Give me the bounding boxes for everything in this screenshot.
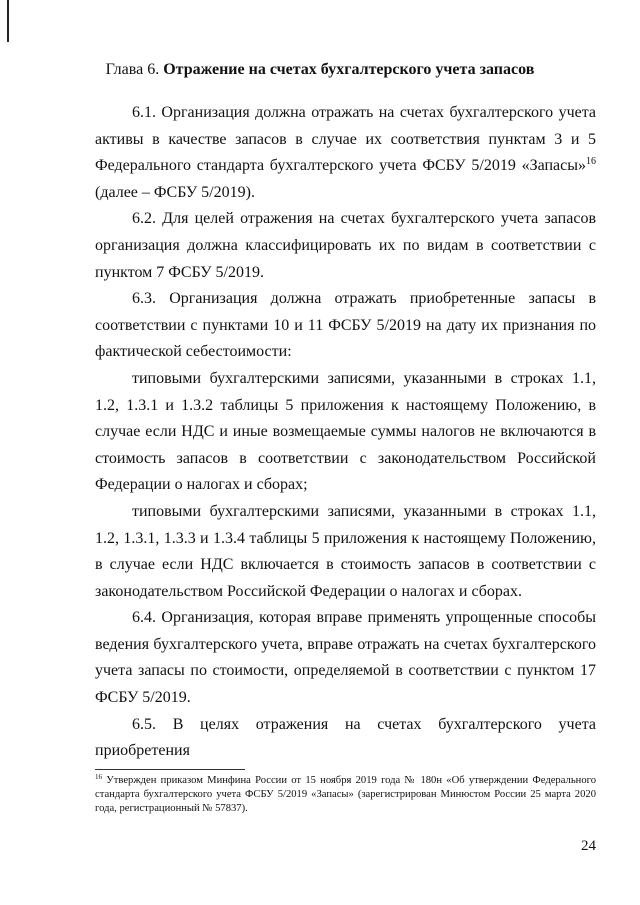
paragraph-6-3-item-2: типовыми бухгалтерскими записями, указанными в строках 1.1, 1.2, 1.3.1, 1.3.3 и 1.3.4 таблицы 5 приложения к настоящему Положению, в случае если НДС включается в стоимость запасов в соответствии с законодательством Российской Федерации о налогах и сборах. [95, 502, 596, 600]
paragraph-6-4: 6.4. Организация, которая вправе применять упрощенные способы ведения бухгалтерского учета, вправе отражать на счетах бухгалтерского учета запасы по стоимости, определяемой в соответствии с пунктом 17 ФСБУ 5/2019. [95, 609, 596, 707]
paragraph-6-3: 6.3. Организация должна отражать приобретенные запасы в соответствии с пунктами 10 и 11 ФСБУ 5/2019 на дату их признания по фактической себестоимости: [95, 290, 596, 361]
paragraph-6-5: 6.5. В целях отражения на счетах бухгалтерского учета приобретения [95, 715, 596, 760]
footnote [95, 774, 596, 817]
footnote-number: 16 [95, 773, 102, 781]
paragraph-6-1-text: 6.1. Организация должна отражать на счетах бухгалтерского учета активы в качестве запасов в случае их соответствия пунктам 3 и 5 Федерального стандарта бухгалтерского учета ФСБУ 5/2019 «Запасы» [95, 104, 596, 175]
paragraph-6-1-tail: (далее – ФСБУ 5/2019). [95, 183, 255, 201]
paragraph-6-3-item-1: типовыми бухгалтерскими записями, указанными в строках 1.1, 1.2, 1.3.1 и 1.3.2 таблицы 5 приложения к настоящему Положению, в случае если НДС и иные возмещаемые суммы налогов не включаются в стоимость запасов в соответствии с законодательством Российской Федерации о налогах и сборах; [95, 369, 596, 494]
document-body [95, 100, 596, 765]
paragraph-6-1 [95, 100, 596, 206]
chapter-title: Отражение на счетах бухгалтерского учета запасов [163, 61, 535, 78]
paragraph-6-2: 6.2. Для целей отражения на счетах бухгалтерского учета запасов организация должна классифицировать их по видам в соответствии с пунктом 7 ФСБУ 5/2019. [95, 210, 596, 281]
footnote-text: Утвержден приказом Минфина России от 15 ноября 2019 года № 180н «Об утверждении Федерального стандарта бухгалтерского учета ФСБУ 5/2019 «Запасы» (зарегистрирован Минюстом России 25 марта 2020 года, регистрационный № 57837). [95, 775, 596, 815]
chapter-prefix: Глава 6. [105, 61, 160, 78]
footnote-ref: 16 [586, 156, 596, 168]
chapter-heading [0, 59, 640, 81]
page-number: 24 [581, 838, 596, 854]
margin-mark [7, 0, 9, 42]
footnote-separator [95, 769, 245, 770]
